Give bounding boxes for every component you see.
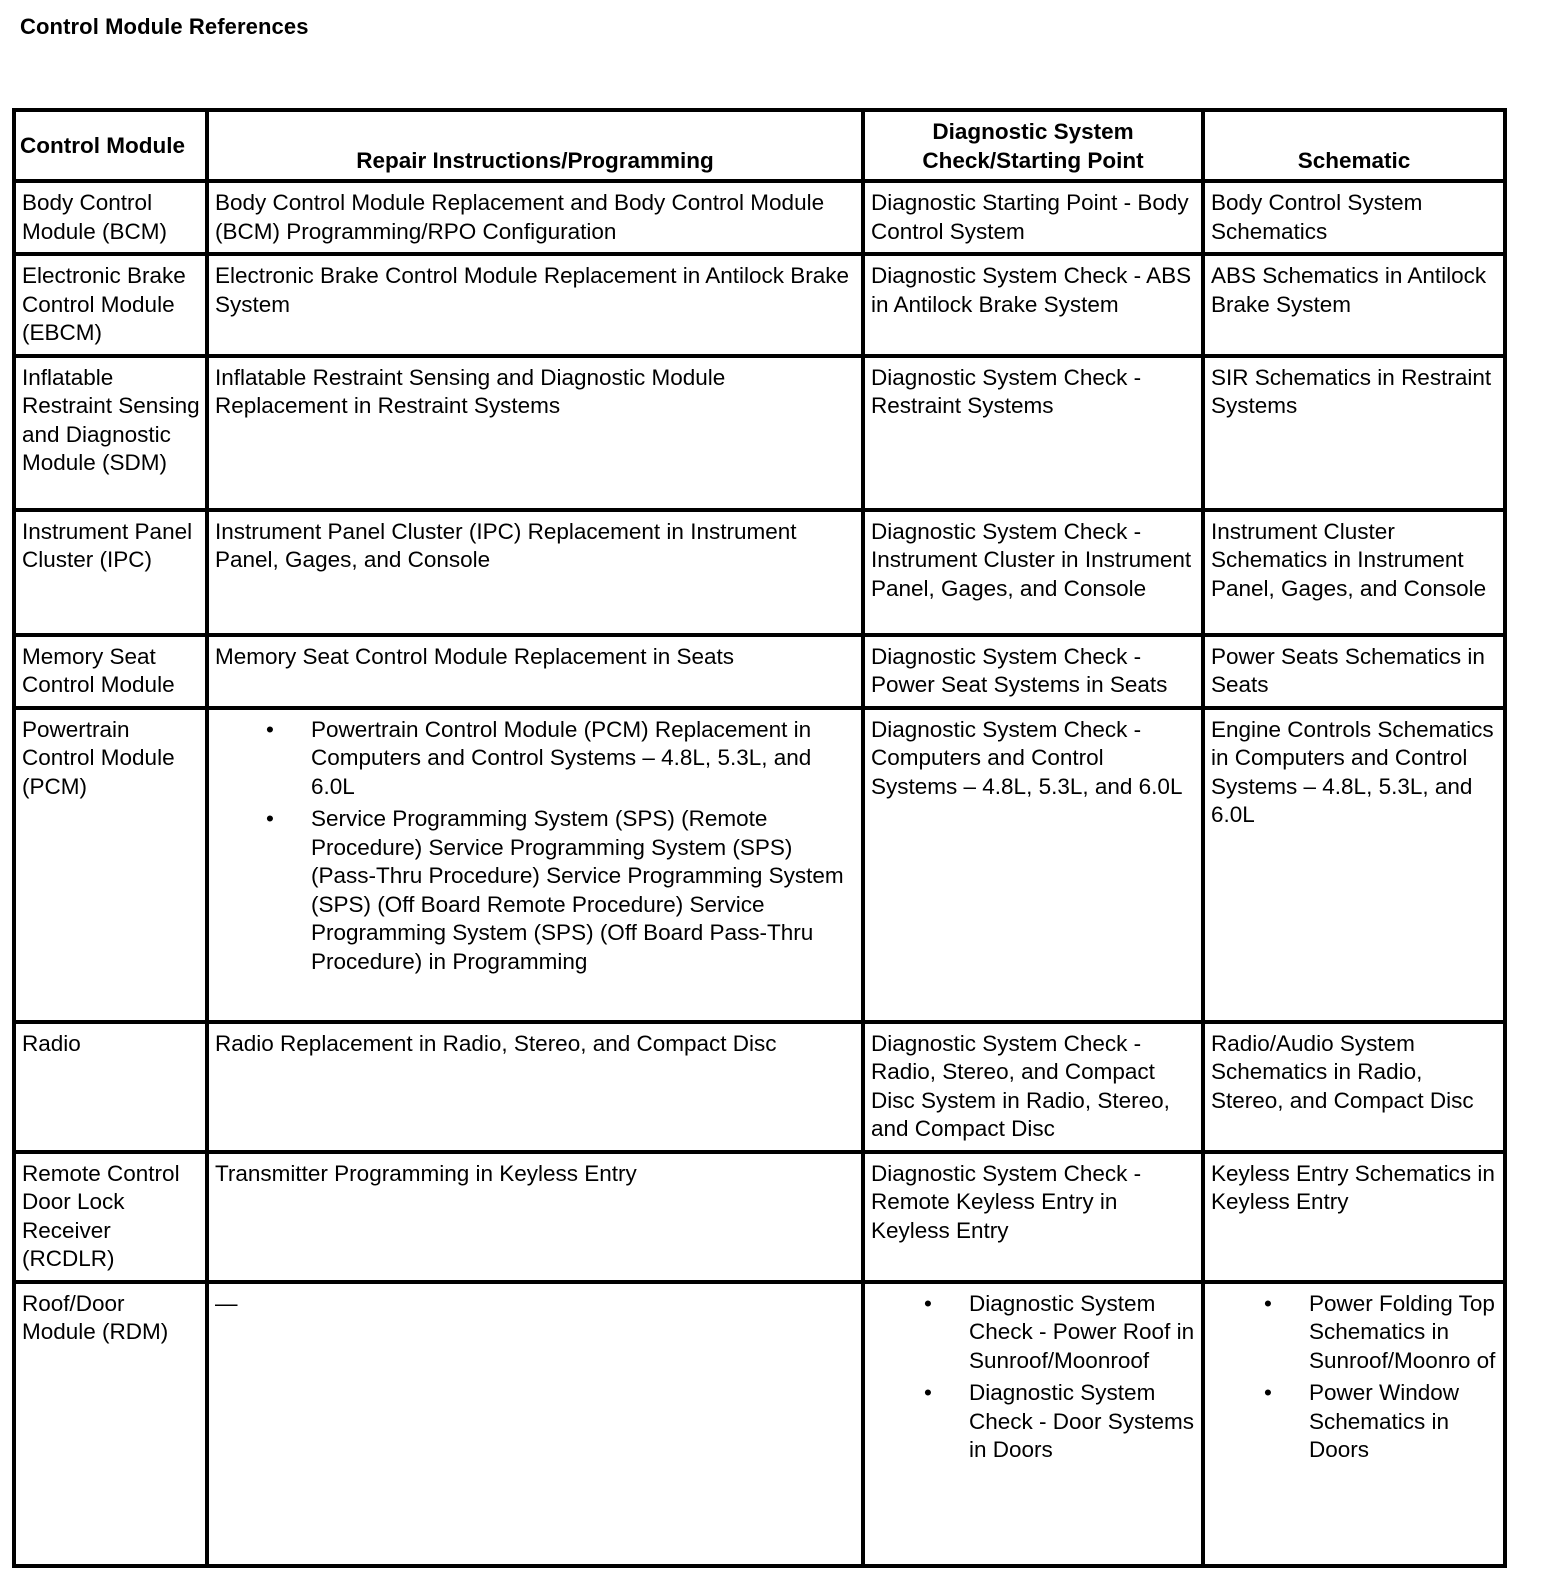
table-header-row [14,110,1505,181]
table-row-bcm [14,181,1505,254]
schematic-cell: Power Seats Schematics in Seats [1203,635,1505,708]
repair-cell: — [207,1282,863,1566]
schematic-cell: Body Control System Schematics [1203,181,1505,254]
schematic-cell: Keyless Entry Schematics in Keyless Entry [1203,1152,1505,1282]
diagnostic-cell: Diagnostic System Check - Radio, Stereo, and Compact Disc System in Radio, Stereo, and Compact Disc [863,1022,1203,1152]
table-row-radio [14,1022,1505,1152]
repair-cell: Body Control Module Replacement and Body Control Module (BCM) Programming/RPO Configuration [207,181,863,254]
module-cell: Instrument Panel Cluster (IPC) [14,510,207,635]
bullet-icon: • [266,806,274,831]
repair-cell: Transmitter Programming in Keyless Entry [207,1152,863,1282]
table-row-rcdlr [14,1152,1505,1282]
repair-cell: Inflatable Restraint Sensing and Diagnostic Module Replacement in Restraint Systems [207,356,863,510]
diagnostic-cell: Diagnostic System Check - Remote Keyless Entry in Keyless Entry [863,1152,1203,1282]
module-cell: Electronic Brake Control Module (EBCM) [14,254,207,356]
repair-cell: Radio Replacement in Radio, Stereo, and Compact Disc [207,1022,863,1152]
table-row-memory-seat [14,635,1505,708]
table-row-pcm [14,708,1505,1022]
schematic-cell [1203,1282,1505,1566]
bullet-icon: • [924,1380,932,1405]
header-diagnostic: Diagnostic System Check/Starting Point [863,110,1203,181]
control-module-table [12,108,1507,1568]
diagnostic-bullet-list [871,1290,1196,1465]
list-item: • Diagnostic System Check - Power Roof in Sunroof/Moonroof [924,1290,1195,1373]
schematic-cell: Engine Controls Schematics in Computers and Control Systems – 4.8L, 5.3L, and 6.0L [1203,708,1505,1022]
diagnostic-cell: Diagnostic System Check - Power Seat Systems in Seats [863,635,1203,708]
module-cell: Body Control Module (BCM) [14,181,207,254]
module-cell: Memory Seat Control Module [14,635,207,708]
list-item: • Power Window Schematics in Doors [1264,1380,1460,1462]
schematic-cell: SIR Schematics in Restraint Systems [1203,356,1505,510]
header-control-module: Control Module [14,110,207,181]
table-row-ipc [14,510,1505,635]
header-schematic: Schematic [1203,110,1505,181]
module-cell: Remote Control Door Lock Receiver (RCDLR) [14,1152,207,1282]
bullet-icon: • [924,1290,932,1316]
table-row-sdm [14,356,1505,510]
schematic-bullet-list [1211,1290,1498,1465]
module-cell: Roof/Door Module (RDM) [14,1282,207,1566]
repair-cell: Instrument Panel Cluster (IPC) Replacement in Instrument Panel, Gages, and Console [207,510,863,635]
repair-cell [207,708,863,1022]
module-cell: Powertrain Control Module (PCM) [14,708,207,1022]
list-item: • Diagnostic System Check - Door Systems in Doors [924,1380,1195,1462]
header-repair: Repair Instructions/Programming [207,110,863,181]
diagnostic-cell: Diagnostic System Check - Restraint Systems [863,356,1203,510]
schematic-cell: Radio/Audio System Schematics in Radio, Stereo, and Compact Disc [1203,1022,1505,1152]
repair-bullet-list [215,716,856,977]
schematic-cell: ABS Schematics in Antilock Brake System [1203,254,1505,356]
repair-cell: Electronic Brake Control Module Replacement in Antilock Brake System [207,254,863,356]
list-item: • Power Folding Top Schematics in Sunroof/Moonro of [1264,1290,1496,1373]
module-cell: Radio [14,1022,207,1152]
table-row-ebcm [14,254,1505,356]
page-title: Control Module References [20,14,309,39]
diagnostic-cell: Diagnostic System Check - Instrument Cluster in Instrument Panel, Gages, and Console [863,510,1203,635]
bullet-icon: • [266,716,274,742]
bullet-icon: • [1264,1290,1272,1316]
list-item: • Powertrain Control Module (PCM) Replacement in Computers and Control Systems – 4.8L, 5.3L, and 6.0L [266,716,812,799]
diagnostic-cell [863,1282,1203,1566]
repair-cell: Memory Seat Control Module Replacement in Seats [207,635,863,708]
diagnostic-cell: Diagnostic System Check - Computers and Control Systems – 4.8L, 5.3L, and 6.0L [863,708,1203,1022]
module-cell: Inflatable Restraint Sensing and Diagnostic Module (SDM) [14,356,207,510]
diagnostic-cell: Diagnostic System Check - ABS in Antilock Brake System [863,254,1203,356]
bullet-icon: • [1264,1380,1272,1405]
table-row-rdm [14,1282,1505,1566]
schematic-cell: Instrument Cluster Schematics in Instrument Panel, Gages, and Console [1203,510,1505,635]
list-item: • Service Programming System (SPS) (Remote Procedure) Service Programming System (SPS) (Pass-Thru Procedure) Service Programming System (SPS) (Off Board Remote Procedure) Service Programming System (SPS) (Off Board Pass-Thru Procedure) in Programming [266,806,844,974]
diagnostic-cell: Diagnostic Starting Point - Body Control System [863,181,1203,254]
